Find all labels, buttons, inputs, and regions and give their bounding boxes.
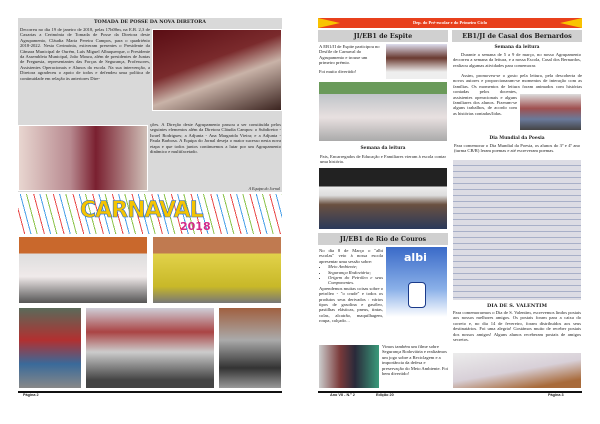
- valentine-text: Para comemorarmos o Dia de S. Valentim, escrevemos lindos postais aos nossos melhores amigos. Os postais foram para a caixa do correio e, no dia 14 de fevereiro, foram distribuídos aos seus destinatários. Foi uma alegria! Gostámos muito de receber postais dos nossos amigos! Alguns alunos receberam postais de amigos secretos.: [453, 310, 581, 343]
- robot-mascot-icon: [408, 282, 426, 308]
- casal-reading-p1: Durante a semana de 5 a 9 de março, no nosso Agrupamento decorreu a semana da leitura, e a nossa Escola, Casal dos Bernardos, realizou algumas atividades para comemorar.: [453, 52, 581, 68]
- footer-rule-right: [318, 391, 582, 393]
- banner-text: Dep. do Pré-escolar e do Primeiro Ciclo: [412, 20, 488, 25]
- casal-reading-photo: [519, 93, 582, 131]
- poem-image: [452, 159, 582, 301]
- carnaval-photo-4: [85, 307, 215, 389]
- rio-text-2: Vimos também um filme sobre Segurança Rodoviária e realizámos um jogo sobre a Reciclagem e a importância da defesa e preservação do Meio Ambiente. Foi bem divertido!: [382, 344, 448, 377]
- espite-photo-small: [385, 43, 448, 80]
- espite-reading-photo: [318, 167, 448, 230]
- espite-text: A EB1/JI de Espite participou no Desfile de Carnaval do Agrupamento e trouxe um primeiro prémio.: [319, 44, 380, 66]
- valentine-photo: [452, 352, 582, 389]
- section-header-espite: JI/EB1 de Espite: [318, 30, 448, 42]
- rio-content: [319, 246, 448, 324]
- valentine-title: DIA DE S. VALENTIM: [487, 303, 547, 309]
- espite-photo-parade: [318, 81, 448, 142]
- carnaval-photo-1: [18, 236, 148, 304]
- albi-logo: albi: [404, 251, 427, 264]
- rio-photo: [318, 344, 380, 389]
- casal-reading-title: Semana da leitura: [494, 45, 540, 50]
- carnaval-photo-3: [18, 307, 82, 389]
- article-title: TOMADA DE POSSE DA NOVA DIRETORA: [93, 19, 207, 25]
- albi-image: [385, 246, 448, 318]
- carnaval-year: 2018: [180, 220, 211, 233]
- direction-photo: [18, 125, 148, 191]
- rio-bullet: • Segurança Rodoviária;: [328, 270, 448, 275]
- signature: A Equipa do Jornal: [248, 186, 280, 191]
- poetry-title: Dia Mundial da Poesia: [489, 136, 545, 141]
- article-text-continued: ções. A Direção deste Agrupamento passou a ser constituída pelos seguintes elementos além da Diretora Cláudia Campos: o Subdiretor - Israel Rodrigues; a Adjunta - Ana Margarida Vieira; e a Adjunta - Paula Barbosa. A Equipa do Jornal deseja o maior sucesso nesta nova etapa e que todos juntos continuemos a lutar por um Agrupamento dinâmico e multifacetado.: [150, 122, 281, 155]
- espite-text-2: Foi muito divertido!: [319, 69, 357, 74]
- carnaval-photo-2: [152, 236, 282, 304]
- rio-bullet: • Meio Ambiente;: [328, 264, 448, 269]
- edition-number: Edição 20: [376, 393, 394, 397]
- section-header-casal-dos-bernardos: EB1/JI de Casal dos Bernardos: [452, 30, 582, 42]
- department-banner: [318, 18, 582, 28]
- casal-reading-p2-text: Assim, promoveu-se o gosto pela leitura, pela descoberta de novos autores e proporcionaram-se momentos de interação com as famílias. Os momentos de leitura foram animados com histórias contadas pelos docentes, assistentes operacionais e alguns familiares dos alunos. Fizeram-se alguns trabalhos, de acordo com as histórias contadas/lidas.: [453, 73, 582, 116]
- rio-intro: No dia 8 de Março o "albi escolas" veio à nossa escola apresentar uma sessão sobre:: [319, 248, 383, 264]
- espite-reading-text: Pais, Encarregados de Educação e Familiares vieram à escola contar uma história.: [320, 154, 446, 165]
- issue-number: Ano VII - N.º 2: [330, 393, 355, 397]
- rio-bullet: • Origem do Petróleo e seus Componentes.: [328, 275, 448, 286]
- carnaval-photo-5: [218, 307, 282, 389]
- page-number-right: Página 3: [548, 393, 564, 397]
- poetry-text: Para comemorar o Dia Mundial da Poesia, os alunos do 3º e 4º ano (turma CB/R) leram poemas e até escreveram poemas.: [454, 143, 580, 154]
- ceremony-photo: [152, 29, 282, 111]
- casal-reading-p2: [453, 73, 582, 131]
- footer-rule-left: [18, 391, 282, 393]
- carnaval-banner: [18, 194, 282, 234]
- rio-text-body: Aprendemos muitas coisas sobre o petróleo - "o crude" e todos os produtos seus derivados : vários tipos de gasolina e gasóleo, pastilhas elásticas, pneus, tintas, colas, alcatrão, maquilhagem, roupa, calçado…: [319, 285, 383, 324]
- carnaval-title: CARNAVAL: [80, 198, 203, 223]
- page-number-left: Página 2: [23, 393, 39, 397]
- section-header-rio-de-couros: JI/EB1 de Rio de Couros: [318, 233, 448, 245]
- espite-reading-title: Semana da leitura: [360, 146, 406, 151]
- article-text: Decorreu no dia 19 de janeiro de 2018, pelas 17h00m, na E.B. 2,3 de Caxarias a Cerimónia de Tomada de Posse da Diretora deste Agrupamento, Cláudia Maria Pereira Campos, para o quadriénio 2018-2022. Nesta Cerimónia, estiveram presentes o Presidente da Câmara Municipal de Ourém, Luís Miguel Albuquerque, o Presidente da Assembleia Municipal, João Moura, além de presidentes de Juntas de Freguesia, representantes das Forças de Segurança, Professores, Assistentes Operacionais e Alunos da escola. Na sua intervenção, a Diretora agradeceu o apoio de todos e defendeu uma política de continuidade em relação às anteriores Dire-: [20, 27, 150, 81]
